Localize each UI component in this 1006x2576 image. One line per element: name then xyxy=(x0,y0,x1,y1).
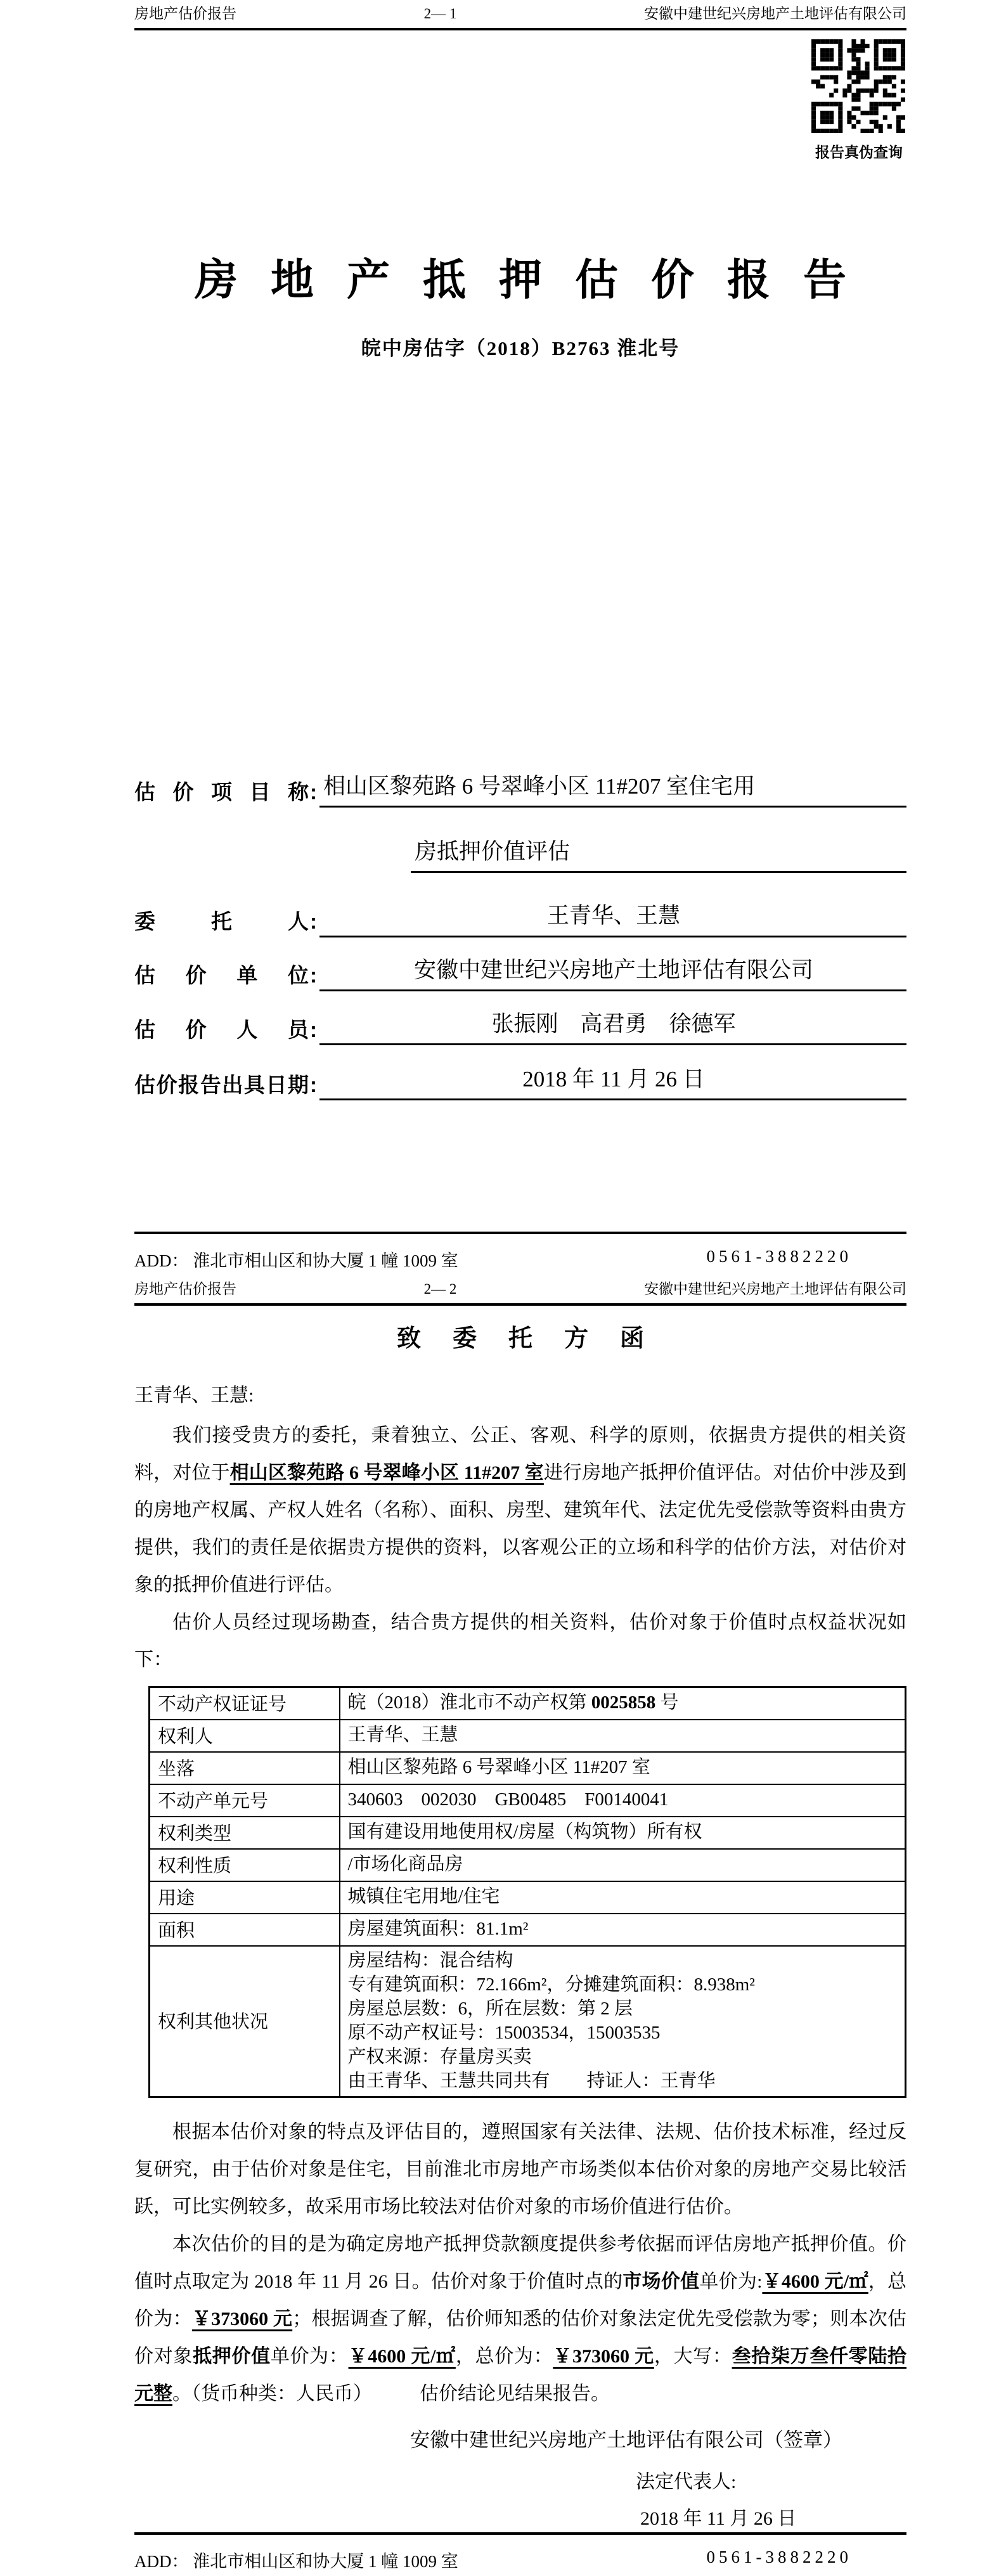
table-row-value: 340603 002030 GB00485 F00140041 xyxy=(340,1784,906,1817)
form-row-client xyxy=(134,901,906,937)
rights-table-body xyxy=(150,1687,906,2097)
colon: : xyxy=(310,1017,317,1041)
agency-label: 估价单位 xyxy=(134,963,309,988)
form-row-project-line2 xyxy=(411,837,906,873)
project-name-value-line2: 房抵押价值评估 xyxy=(411,837,906,873)
footer-phone: 0561-3882220 xyxy=(706,2547,852,2566)
issue-date-label: 估价报告出具日期 xyxy=(134,1072,309,1097)
table-row-label: 坐落 xyxy=(150,1752,340,1784)
project-name-label: 估价项目称 xyxy=(134,780,309,804)
project-name-value-line1: 相山区黎苑路 6 号翠峰小区 11#207 室住宅用 xyxy=(319,771,906,808)
report-verification-block xyxy=(811,39,906,162)
letter-paragraph-1: 我们接受贵方的委托，秉着独立、公正、客观、科学的原则，依据贵方提供的相关资料，对位于相山区黎苑路 6 号翠峰小区 11#207 室进行房地产抵押价值评估。对估价中涉及到的房地产权属、产权人姓名（名称）、面积、房型、建筑年代、法定优先受偿款等资料由贵方提供，我们的责任是依据贵方提供的资料，以客观公正的立场和科学的估价方法，对估价对象的抵押价值进行评估。 xyxy=(134,1424,907,1595)
table-row xyxy=(150,1946,906,2097)
property-rights-table xyxy=(148,1686,906,2098)
form-row-project xyxy=(134,771,906,808)
footer-address: ADD： 淮北市相山区和协大厦 1 幢 1009 室 xyxy=(134,2551,458,2571)
issue-date-value: 2018 年 11 月 26 日 xyxy=(319,1064,906,1100)
colon: : xyxy=(310,1072,317,1097)
table-row-value: 皖（2018）淮北市不动产权第 0025858 号 xyxy=(340,1687,906,1720)
page-footer xyxy=(134,2532,906,2576)
signature-company-seal: 安徽中建世纪兴房地产土地评估有限公司（签章） xyxy=(410,2428,842,2451)
signature-legal-representative: 法定代表人: xyxy=(636,2471,737,2492)
letter-paragraph-3: 根据本估价对象的特点及评估目的，遵照国家有关法律、法规、估价技术标准，经过反复研究，由于估价对象是住宅，目前淮北市房地产市场类似本估价对象的房地产交易比较活跃，可比实例较多，故采用市场比较法对估价对象的市场价值进行估价。 xyxy=(134,2121,906,2217)
table-row xyxy=(150,1849,906,1881)
letter-salutation: 王青华、王慧: xyxy=(134,1384,254,1406)
table-row-label: 不动产单元号 xyxy=(150,1784,340,1817)
table-row xyxy=(150,1881,906,1914)
form-row-agency xyxy=(134,955,906,991)
letter-body xyxy=(134,1417,906,2412)
table-row-value: 房屋建筑面积：81.1m² xyxy=(340,1914,906,1946)
page-footer xyxy=(134,1232,906,1275)
letter-title: 致委托方函 xyxy=(396,1325,676,1352)
table-row-value: 房屋结构：混合结构 专有建筑面积：72.166m²，分摊建筑面积：8.938m² 房屋总层数：6，所在层数：第 2 层 原不动产权证号：15003534，15003535 产权来源：存量房买卖 由王青华、王慧共同共有 持证人：王青华 xyxy=(340,1946,906,2097)
table-row-value: 王青华、王慧 xyxy=(340,1720,906,1752)
table-row-label: 权利其他状况 xyxy=(150,1946,340,2097)
header-doc-type: 房地产估价报告 xyxy=(134,1281,236,1297)
client-label: 委托人 xyxy=(134,910,309,934)
cover-form xyxy=(134,771,906,1101)
colon: : xyxy=(310,963,317,988)
header-doc-type: 房地产估价报告 xyxy=(134,6,236,22)
table-row xyxy=(150,1720,906,1752)
letter-paragraph-2: 估价人员经过现场勘查，结合贵方提供的相关资料，估价对象于价值时点权益状况如下： xyxy=(134,1611,906,1670)
page-header xyxy=(134,0,906,30)
client-value: 王青华、王慧 xyxy=(319,901,906,937)
header-company: 安徽中建世纪兴房地产土地评估有限公司 xyxy=(644,1281,906,1297)
table-row-value: 相山区黎苑路 6 号翠峰小区 11#207 室 xyxy=(340,1752,906,1784)
table-row-label: 不动产权证证号 xyxy=(150,1687,340,1720)
letter-paragraph-4: 本次估价的目的是为确定房地产抵押贷款额度提供参考依据而评估房地产抵押价值。价值时点取定为 2018 年 11 月 26 日。估价对象于价值时点的市场价值单价为:￥4600 元/㎡，总价为：￥373060 元；根据调查了解，估价师知悉的估价对象法定优先受偿款为零；则本次估价对象抵押价值单价为：￥4600 元/㎡，总价为：￥373060 元，大写：叁拾柒万叁仟零陆拾元整。（货币种类：人民币） 估价结论见结果报告。 xyxy=(134,2233,907,2404)
footer-address: ADD： 淮北市相山区和协大厦 1 幢 1009 室 xyxy=(134,1251,458,1270)
table-row-label: 面积 xyxy=(150,1914,340,1946)
page-2 xyxy=(0,1275,1006,2571)
appraisers-label: 估价人员 xyxy=(134,1017,309,1041)
report-number: 皖中房估字（2018）B2763 淮北号 xyxy=(361,337,680,359)
table-row xyxy=(150,1752,906,1784)
qr-caption: 报告真伪查询 xyxy=(815,144,903,160)
colon: : xyxy=(310,910,317,934)
table-row-label: 用途 xyxy=(150,1881,340,1914)
header-page-number: 2— 2 xyxy=(423,1281,457,1297)
agency-value: 安徽中建世纪兴房地产土地评估有限公司 xyxy=(319,955,906,991)
qr-code-icon xyxy=(811,39,905,133)
appraisers-value: 张振刚 高君勇 徐德军 xyxy=(319,1009,906,1045)
table-row-label: 权利类型 xyxy=(150,1817,340,1849)
table-row xyxy=(150,1784,906,1817)
header-company: 安徽中建世纪兴房地产土地评估有限公司 xyxy=(644,6,906,22)
table-row xyxy=(150,1914,906,1946)
signature-date: 2018 年 11 月 26 日 xyxy=(640,2508,797,2529)
table-row-label: 权利性质 xyxy=(150,1849,340,1881)
colon: : xyxy=(310,780,317,804)
report-title: 房地产抵押估价报告 xyxy=(194,255,879,304)
page-1 xyxy=(0,0,1006,1275)
page-header xyxy=(134,1275,906,1306)
header-page-number: 2— 1 xyxy=(423,6,457,22)
form-row-appraisers xyxy=(134,1009,906,1045)
form-row-issue-date xyxy=(134,1064,906,1100)
table-row-value: /市场化商品房 xyxy=(340,1849,906,1881)
table-row xyxy=(150,1687,906,1720)
table-row-value: 城镇住宅用地/住宅 xyxy=(340,1881,906,1914)
table-row-value: 国有建设用地使用权/房屋（构筑物）所有权 xyxy=(340,1817,906,1849)
table-row-label: 权利人 xyxy=(150,1720,340,1752)
table-row xyxy=(150,1817,906,1849)
footer-phone: 0561-3882220 xyxy=(706,1247,852,1266)
